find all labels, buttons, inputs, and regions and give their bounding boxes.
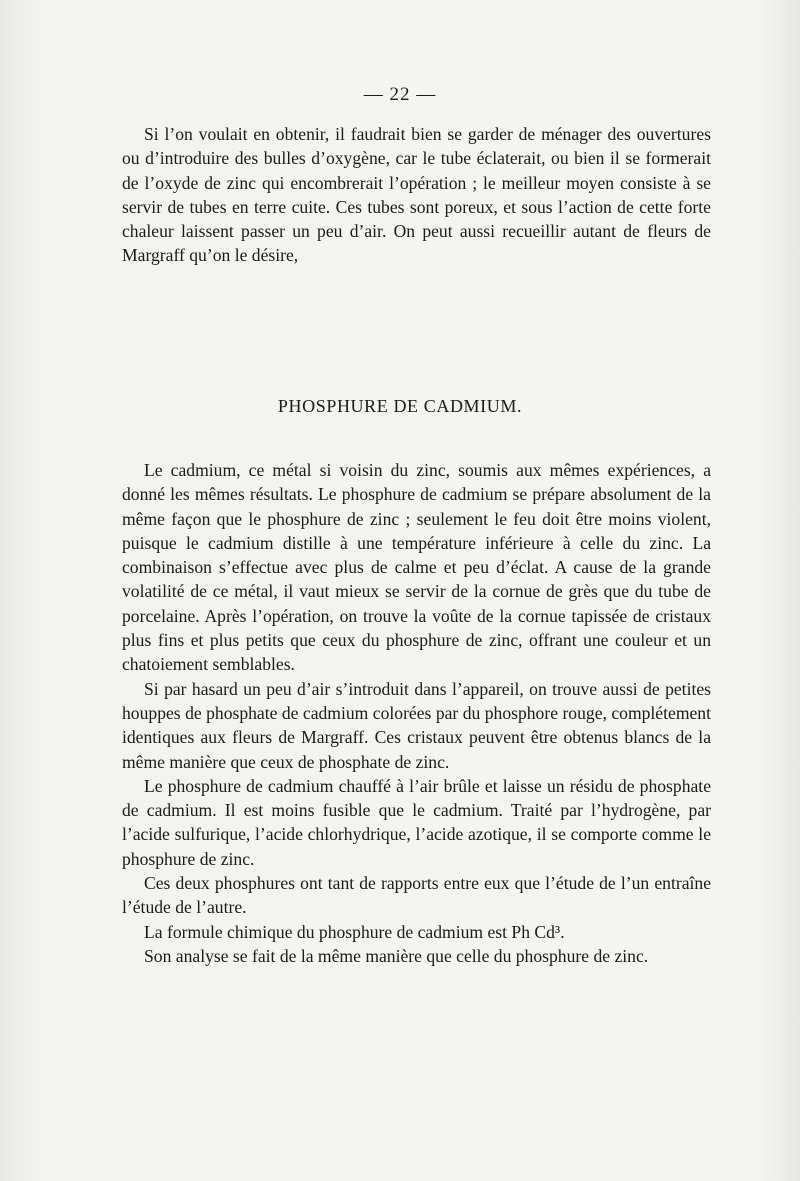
paragraph: Si par hasard un peu d’air s’introduit dans l’appareil, on trouve aussi de petites houppes de phosphate de cadmium colorées par du phosphore rouge, complétement identiques aux fleurs de Margraff. Ces cristaux peuvent être obtenus blancs de la même manière que ceux de phosphate de zinc. [122, 678, 711, 772]
section-heading: PHOSPHURE DE CADMIUM. [277, 396, 523, 416]
paragraph: La formule chimique du phosphure de cadmium est Ph Cd³. [144, 921, 565, 942]
text-block-cadmium [122, 458, 711, 968]
paragraph: Le phosphure de cadmium chauffé à l’air brûle et laisse un résidu de phosphate de cadmium. Il est moins fusible que le cadmium. Traité par l’hydrogène, par l’acide sulfurique, l’acide chlorhydrique, l’acide azotique, il se comporte comme le phosphure de zinc. [122, 775, 711, 869]
paragraph: Si l’on voulait en obtenir, il faudrait bien se garder de ménager des ouvertures ou d’introduire des bulles d’oxygène, car le tube éclaterait, ou bien il se formerait de l’oxyde de zinc qui encombrerait l’opération ; le meilleur moyen consiste à se servir de tubes en terre cuite. Ces tubes sont poreux, et sous l’action de cette forte chaleur laissent passer un peu d’air. On peut aussi recueillir autant de fleurs de Margraff qu’on le désire, [122, 124, 711, 266]
page-number: — 22 — [363, 84, 437, 105]
paragraph: Son analyse se fait de la même manière que celle du phosphure de zinc. [144, 945, 649, 966]
paragraph: Le cadmium, ce métal si voisin du zinc, soumis aux mêmes expériences, a donné les mêmes résultats. Le phosphure de cadmium se prépare absolument de la même façon que le phosphure de zinc ; seulement le feu doit être moins violent, puisque le cadmium distille à une température inférieure à celle du zinc. La combinaison s’effectue avec plus de calme et peu d’éclat. A cause de la grande volatilité de ce métal, il vaut mieux se servir de la cornue de grès que du tube de porcelaine. Après l’opération, on trouve la voûte de la cornue tapissée de cristaux plus fins et plus petits que ceux du phosphure de zinc, offrant une couleur et un chatoiement semblables. [122, 460, 711, 675]
paragraph: Ces deux phosphures ont tant de rapports entre eux que l’étude de l’un entraîne l’étude de l’autre. [122, 873, 711, 918]
text-block-top [122, 122, 711, 268]
